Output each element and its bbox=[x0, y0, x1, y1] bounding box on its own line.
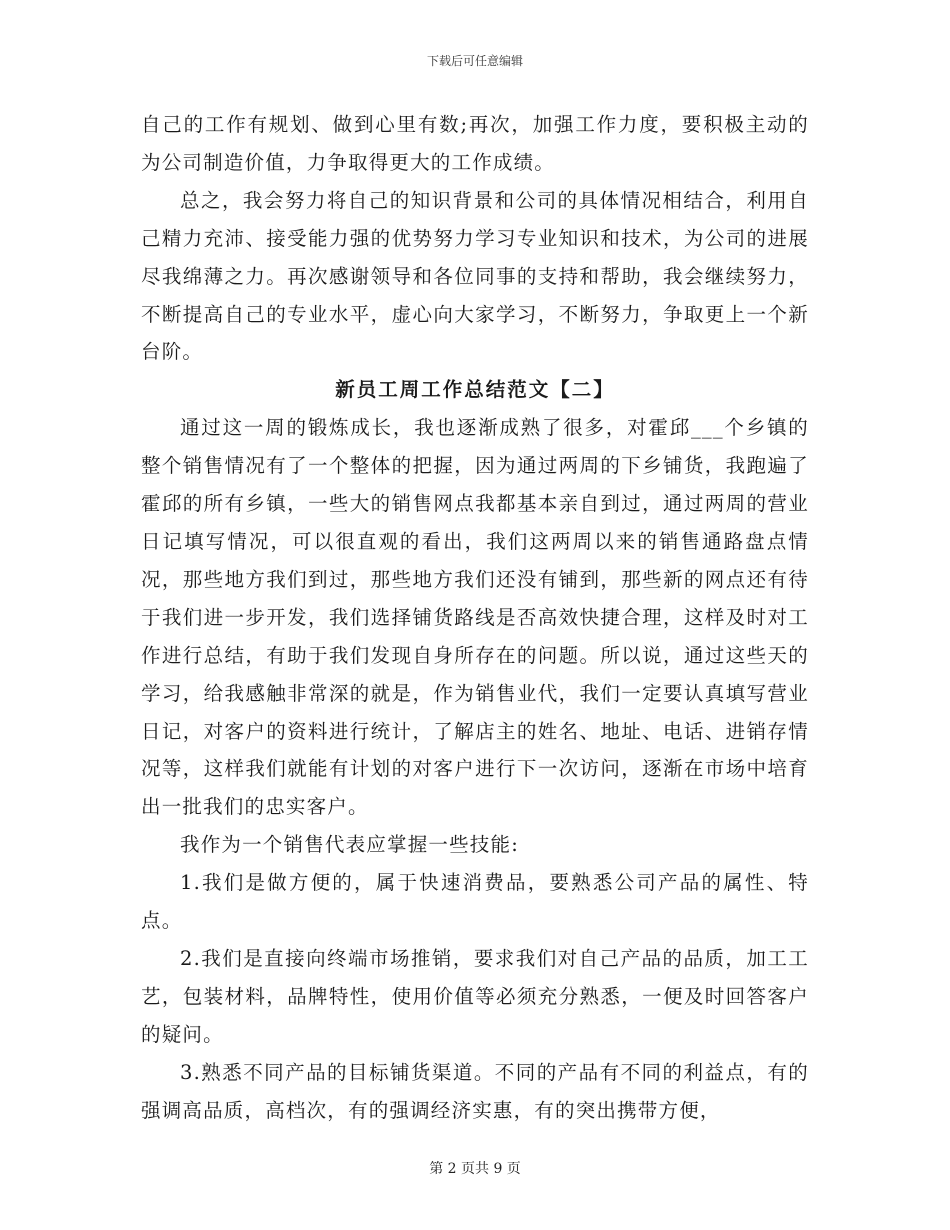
paragraph-week-review: 通过这一周的锻炼成长，我也逐渐成熟了很多，对霍邱___个乡镇的整个销售情况有了一个整体的把握，因为通过两周的下乡铺货，我跑遍了霍邱的所有乡镇，一些大的销售网点我都基本亲自到过，通过两周的营业日记填写情况，可以很直观的看出，我们这两周以来的销售通路盘点情况，那些地方我们到过，那些地方我们还没有铺到，那些新的网点还有待于我们进一步开发，我们选择铺货路线是否高效快捷合理，这样及时对工作进行总结，有助于我们发现自身所存在的问题。所以说，通过这些天的学习，给我感触非常深的就是，作为销售业代，我们一定要认真填写营业日记，对客户的资料进行统计，了解店主的姓名、地址、电话、进销存情况等，这样我们就能有计划的对客户进行下一次访问，逐渐在市场中培育出一批我们的忠实客户。 bbox=[141, 416, 809, 819]
list-item-3: 3.熟悉不同产品的目标铺货渠道。不同的产品有不同的利益点，有的强调高品质，高档次，有的强调经济实惠，有的突出携带方便， bbox=[141, 1060, 809, 1122]
paragraph-summary: 总之，我会努力将自己的知识背景和公司的具体情况相结合，利用自己精力充沛、接受能力强的优势努力学习专业知识和技术，为公司的进展尽我绵薄之力。再次感谢领导和各位同事的支持和帮助，我会继续努力，不断提高自己的专业水平，虚心向大家学习，不断努力，争取更上一个新台阶。 bbox=[141, 188, 809, 364]
paragraph-continued: 自己的工作有规划、做到心里有数;再次，加强工作力度，要积极主动的为公司制造价值，力争取得更大的工作成绩。 bbox=[141, 113, 809, 174]
page-number: 第 2 页共 9 页 bbox=[429, 1161, 521, 1177]
list-item-1: 1.我们是做方便的，属于快速消费品，要熟悉公司产品的属性、特点。 bbox=[141, 871, 809, 933]
list-item-2: 2.我们是直接向终端市场推销，要求我们对自己产品的品质，加工工艺，包装材料，品牌特性，使用价值等必须充分熟悉，一便及时回答客户的疑问。 bbox=[141, 946, 809, 1046]
section-title: 新员工周工作总结范文【二】 bbox=[335, 378, 615, 402]
document-body bbox=[141, 106, 809, 1129]
page-header: 下载后可任意编辑 bbox=[426, 54, 523, 68]
paragraph-skills-intro: 我作为一个销售代表应掌握一些技能: bbox=[180, 833, 519, 857]
